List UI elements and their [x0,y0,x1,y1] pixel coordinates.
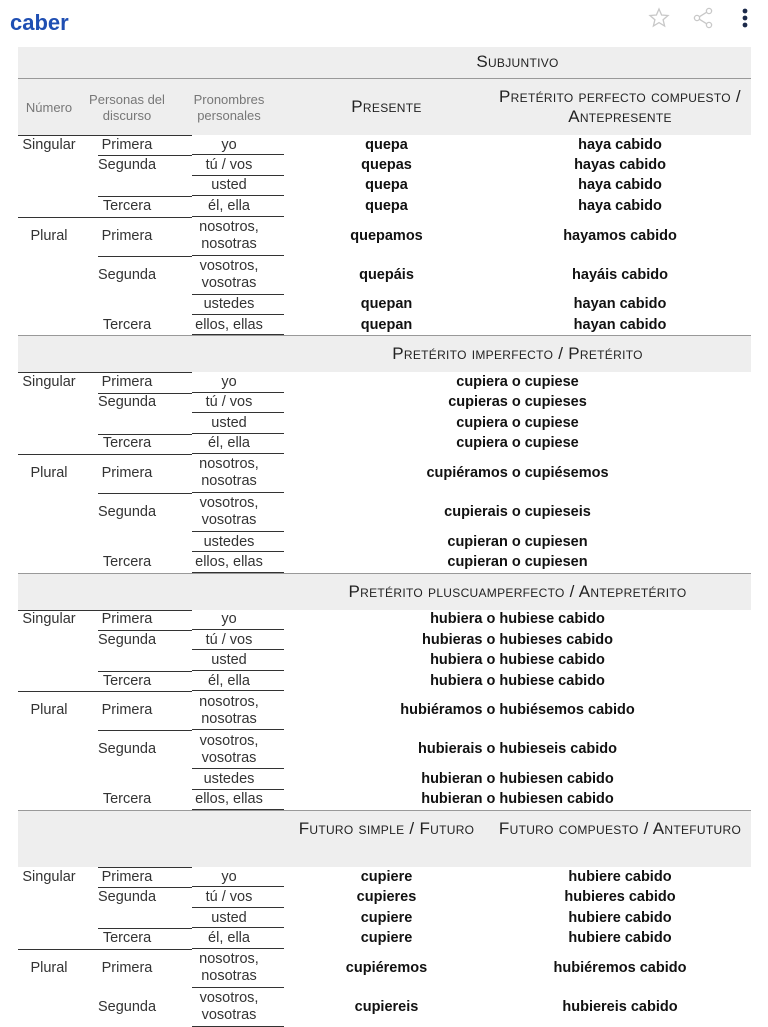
persona-cell: Segunda [97,394,157,411]
persona-cell: Tercera [102,435,152,452]
persona-cell: Segunda [97,157,157,174]
persona-cell [80,908,174,928]
numero-cell [18,630,80,650]
numero-cell [18,769,80,789]
numero-cell: Singular [22,374,76,391]
verb-form: cupiera o cupiese [456,435,579,452]
verb-form: cupiéremos [345,959,428,976]
table-row [18,532,751,552]
table-row [18,493,751,532]
numero-cell [18,552,80,572]
verb-form-compound: hubiereis cabido [562,998,678,1015]
tense-header [18,336,751,372]
verb-form-compound: hubiere cabido [568,909,672,926]
numero-cell [18,393,80,413]
verb-form: cupiere [360,909,413,926]
pronombre-cell: vosotros, vosotras [199,495,259,529]
table-row [18,295,751,315]
numero-cell [18,928,80,948]
tense-header [18,811,751,867]
share-icon[interactable] [691,6,715,30]
table-row [18,769,751,789]
pronombre-cell: ustedes [203,770,255,787]
persona-cell: Segunda [97,266,157,283]
pronombre-cell: tú / vos [205,157,253,174]
verb-form-compound: haya cabido [578,136,662,153]
numero-cell [18,434,80,454]
table-row [18,372,751,392]
persona-divider [98,691,192,692]
pronombre-cell: ustedes [203,533,255,550]
numero-cell [18,532,80,552]
table-row [18,949,751,988]
conjugation-table [18,47,751,1027]
table-row [18,196,751,216]
verb-form-compound: hayan cabido [573,316,667,333]
verb-form: cupiere [360,868,413,885]
pronombre-cell: nosotros, nosotras [199,693,259,727]
numero-cell [18,413,80,433]
persona-cell: Primera [101,374,153,391]
pronombre-cell: ellos, ellas [195,791,263,808]
pronombre-cell: nosotros, nosotras [199,951,259,985]
pronombre-cell: ellos, ellas [195,316,263,333]
persona-cell: Tercera [102,672,152,689]
numero-cell [18,176,80,196]
tense-header [18,47,751,135]
col-numero-label: Número [25,100,73,115]
number-divider [18,217,98,218]
persona-cell: Primera [101,227,153,244]
pronombre-cell: él, ella [208,435,250,452]
pronombre-cell: ustedes [203,296,255,313]
tense-title: Futuro simple / Futuro [298,819,475,839]
verb-form: cupieran o cupiesen [447,553,588,570]
numero-cell [18,988,80,1027]
persona-divider [98,372,192,373]
pronombre-cell: él, ella [208,929,250,946]
persona-divider [98,610,192,611]
pronombre-cell: tú / vos [205,394,253,411]
table-row [18,928,751,948]
numero-cell [18,671,80,691]
numero-cell: Singular [22,136,76,153]
numero-cell [18,295,80,315]
pronombre-cell: tú / vos [205,889,253,906]
verb-form: cupiéramos o cupiésemos [426,464,609,481]
verb-form-compound: hubiere cabido [568,929,672,946]
table-row [18,552,751,572]
persona-cell: Tercera [102,197,152,214]
persona-cell [80,413,174,433]
persona-divider [98,434,192,435]
numero-cell [18,908,80,928]
table-row [18,988,751,1027]
verb-form-compound: hayáis cabido [572,266,668,283]
verb-form: quepáis [359,266,414,283]
verb-form: hubiéramos o hubiésemos cabido [400,702,635,719]
table-row [18,454,751,493]
verb-form: quepas [361,157,412,174]
numero-cell [18,196,80,216]
persona-cell: Primera [101,136,153,153]
numero-cell: Plural [30,464,68,481]
verb-form: cupiereis [354,998,419,1015]
mood-title: Subjuntivo [476,52,559,71]
verb-form: quepan [360,316,413,333]
verb-form: hubieras o hubieses cabido [422,631,613,648]
persona-cell: Segunda [97,741,157,758]
table-row [18,730,751,769]
verb-form: quepamos [350,227,423,244]
verb-form: cupiera o cupiese [456,414,579,431]
persona-cell [80,650,174,670]
mood-divider [18,78,751,79]
persona-divider [98,887,192,888]
numero-cell [18,887,80,907]
persona-divider [98,393,192,394]
table-row [18,315,751,335]
verb-form: hubiera o hubiese cabido [430,652,605,669]
persona-cell: Tercera [102,553,152,570]
table-row [18,434,751,454]
number-divider [18,610,98,611]
verb-form-compound: hubiere cabido [568,868,672,885]
table-row [18,887,751,907]
table-row [18,393,751,413]
verb-form: quepa [365,197,408,214]
numero-cell [18,315,80,335]
tense-title: Pretérito perfecto compuesto / Antepresente [499,87,741,126]
row-divider [192,1026,284,1027]
pronombre-cell: yo [221,611,237,628]
number-divider [18,135,98,136]
numero-cell: Plural [30,702,68,719]
persona-divider [98,454,192,455]
verb-form: quepa [365,136,408,153]
verb-form: cupierais o cupieseis [444,503,591,520]
numero-cell [18,493,80,532]
tense-title: Pretérito pluscuamperfecto / Antepretérito [348,581,687,601]
verb-form-compound: haya cabido [578,177,662,194]
numero-cell: Singular [22,868,76,885]
table-row [18,217,751,256]
pronombre-cell: vosotros, vosotras [199,732,259,766]
number-divider [18,372,98,373]
numero-cell [18,730,80,769]
table-row [18,413,751,433]
table-row [18,610,751,630]
persona-cell: Segunda [97,503,157,520]
persona-divider [98,671,192,672]
verb-form: hubiera o hubiese cabido [430,611,605,628]
top-bar [0,0,768,44]
verb-form: hubierais o hubieseis cabido [417,741,618,758]
col-pronombres-label: Pronombres personales [193,92,265,123]
persona-cell: Segunda [97,998,157,1015]
pronombre-cell: ellos, ellas [195,553,263,570]
table-row [18,155,751,175]
table-row [18,176,751,196]
persona-cell: Primera [101,868,153,885]
verb-form: quepan [360,296,413,313]
numero-cell [18,155,80,175]
tense-section [18,47,751,335]
tense-section [18,810,751,1027]
persona-cell: Tercera [102,316,152,333]
persona-divider [98,196,192,197]
pronombre-cell: usted [211,909,247,926]
persona-cell [80,176,174,196]
persona-divider [98,256,192,257]
verb-form: cupiere [360,929,413,946]
col-personas-label: Personas del discurso [89,92,165,123]
verb-form: quepa [365,177,408,194]
persona-cell: Primera [101,702,153,719]
pronombre-cell: tú / vos [205,631,253,648]
table-row [18,790,751,810]
table-row [18,650,751,670]
verb-form-compound: hayas cabido [574,157,666,174]
pronombre-cell: yo [221,868,237,885]
tense-title: Futuro compuesto / Antefuturo [498,819,742,839]
persona-cell [80,769,174,789]
pronombre-cell: usted [211,177,247,194]
pronombre-cell: él, ella [208,672,250,689]
verb-form: cupiera o cupiese [456,374,579,391]
tense-section [18,335,751,572]
table-row [18,256,751,295]
numero-cell [18,650,80,670]
star-icon[interactable] [647,6,671,30]
verb-form-compound: hayamos cabido [563,227,677,244]
numero-cell: Singular [22,611,76,628]
pronombre-cell: yo [221,136,237,153]
persona-divider [98,217,192,218]
verb-form-compound: hayan cabido [573,296,667,313]
tense-section [18,573,751,810]
persona-cell: Primera [101,959,153,976]
pronombre-cell: nosotros, nosotras [199,219,259,253]
verb-form: hubieran o hubiesen cabido [421,770,614,787]
numero-cell: Plural [30,227,68,244]
persona-cell: Tercera [102,929,152,946]
pronombre-cell: nosotros, nosotras [199,456,259,490]
tense-title: Presente [351,97,422,116]
persona-cell: Segunda [97,631,157,648]
table-row [18,867,751,887]
pronombre-cell: vosotros, vosotras [199,990,259,1024]
pronombre-cell: él, ella [208,197,250,214]
persona-divider [98,493,192,494]
persona-divider [98,730,192,731]
persona-divider [98,928,192,929]
tense-header [18,574,751,610]
persona-divider [98,630,192,631]
verb-form-compound: hubieres cabido [564,889,676,906]
pronombre-cell: usted [211,652,247,669]
number-divider [18,454,98,455]
numero-cell [18,790,80,810]
numero-cell [18,256,80,295]
table-row [18,691,751,730]
verb-form: cupieran o cupiesen [447,533,588,550]
persona-divider [98,867,192,868]
table-row [18,135,751,155]
verb-form: cupieras o cupieses [448,394,587,411]
verb-form: hubiera o hubiese cabido [430,672,605,689]
persona-cell: Primera [101,464,153,481]
numero-cell: Plural [30,959,68,976]
table-row [18,671,751,691]
persona-divider [98,949,192,950]
table-row [18,908,751,928]
persona-cell: Tercera [102,791,152,808]
persona-cell: Primera [101,611,153,628]
page-title: caber [10,10,69,35]
persona-cell [80,295,174,315]
number-divider [18,691,98,692]
number-divider [18,949,98,950]
tense-title: Pretérito imperfecto / Pretérito [392,344,643,364]
pronombre-cell: yo [221,374,237,391]
verb-form: cupieres [356,889,417,906]
persona-divider [98,135,192,136]
verb-form-compound: haya cabido [578,197,662,214]
verb-form-compound: hubiéremos cabido [553,959,687,976]
persona-divider [98,155,192,156]
more-vert-icon[interactable] [733,6,757,30]
persona-cell: Segunda [97,889,157,906]
table-row [18,630,751,650]
verb-form: hubieran o hubiesen cabido [421,791,614,808]
pronombre-cell: vosotros, vosotras [199,258,259,292]
pronombre-cell: usted [211,414,247,431]
persona-cell [80,532,174,552]
